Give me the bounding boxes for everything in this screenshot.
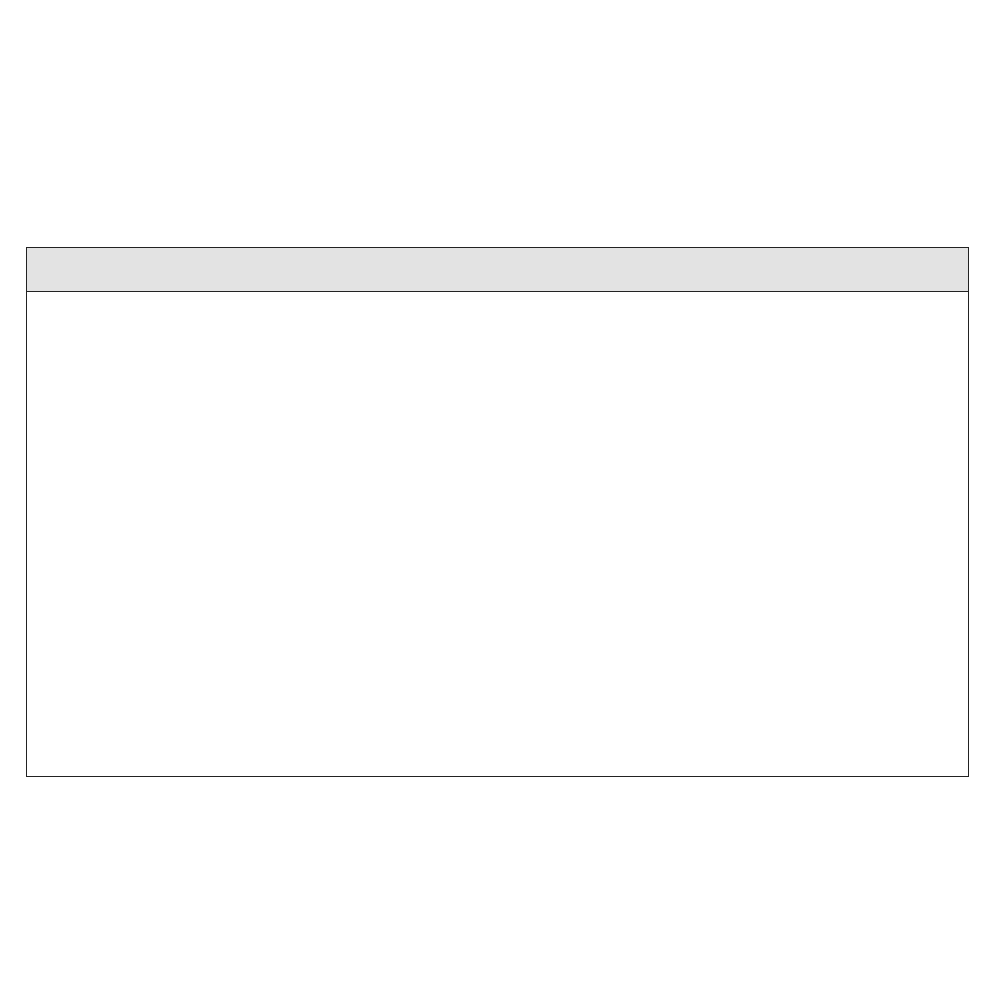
table-header xyxy=(27,248,968,292)
measurement-table xyxy=(26,247,969,777)
